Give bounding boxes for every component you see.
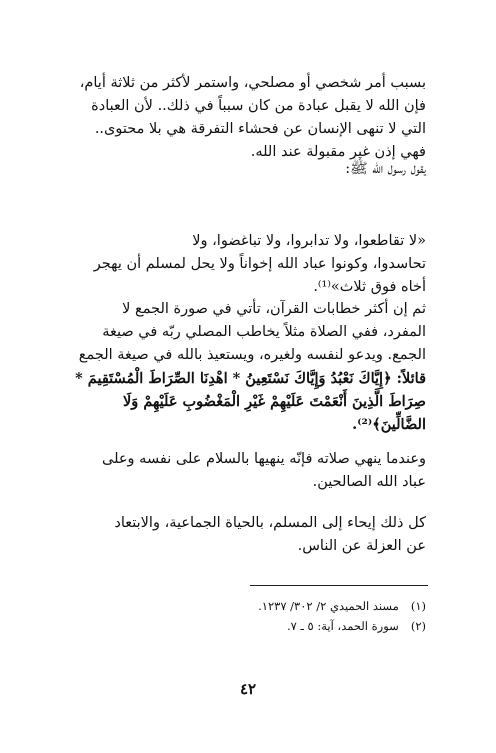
- paragraph-collective-life: [74, 512, 426, 558]
- footnote-text: مسند الحميدي ٢/ ٣٠٢/ ١٢٣٧.: [258, 599, 399, 613]
- text-line: وعندما ينهي صلاته فإنّه ينهيها بالسلام على نفسه وعلى: [102, 451, 426, 467]
- footnote-item: [74, 596, 426, 616]
- footnote-number: (٢): [410, 619, 426, 633]
- footnote-separator: [250, 585, 428, 586]
- verse-line: صِرَاطَ الَّذِينَ أَنْعَمْتَ عَلَيْهِمْ غَيْرِ الْمَغْضُوبِ عَلَيْهِمْ وَلَا: [123, 393, 426, 410]
- text-line: عن العزلة عن الناس.: [297, 538, 426, 554]
- text-line: عباد الله الصالحين.: [312, 474, 426, 490]
- footnote-number: (١): [410, 599, 426, 613]
- text-line: كل ذلك إيحاء إلى المسلم، بالحياة الجماعية، والابتعاد: [114, 515, 426, 531]
- text-line: المفرد، ففي الصلاة مثلاً يخاطب المصلي ربّه في صيغة: [102, 324, 426, 340]
- text-line: بسبب أمر شخصي أو مصلحي، واستمر لأكثر من ثلاثة أيام،: [79, 75, 426, 91]
- footnotes: [74, 596, 426, 636]
- verse-line: الضَّالِّينَ﴾⁽²⁾.: [352, 416, 426, 433]
- text-line: فهي إذن غير مقبولة عند الله.: [250, 144, 426, 160]
- footnote-item: [74, 616, 426, 636]
- paragraph-salam: [74, 448, 426, 494]
- paragraph-quran-plural: [74, 298, 426, 436]
- text-line: فإن الله لا يقبل عبادة من كان سبباً في ذلك.. لأن العبادة: [91, 98, 426, 114]
- paragraph-hadith-quote: [74, 230, 426, 299]
- footnote-text: سورة الحمد، آية: ٥ ـ ٧.: [287, 619, 399, 633]
- text-line: تحاسدوا، وكونوا عباد الله إخواناً ولا يحل لمسلم أن يهجر: [93, 256, 426, 272]
- verse-line: قائلاً: ﴿إِيَّاكَ نَعْبُدُ وَإِيَّاكَ نَسْتَعِينُ * اهْدِنَا الصِّرَاطَ الْمُسْتَقِيمَ *: [75, 370, 426, 387]
- paragraph-prayer-acceptance: [74, 72, 426, 164]
- text-line: أخاه فوق ثلاث»⁽¹⁾.: [313, 279, 426, 295]
- text-line: الجمع. ويدعو لنفسه ولغيره، ويستعيذ بالله في صيغة الجمع: [78, 347, 426, 363]
- paragraph-hadith-intro: [74, 158, 426, 181]
- text-line: يقول رسول الله ﷺ:: [345, 161, 426, 177]
- text-line: ثم إن أكثر خطابات القرآن، تأتي في صورة الجمع لا: [122, 301, 426, 317]
- text-line: التي لا تنهى الإنسان عن فحشاء التفرقة هي بلا محتوى..: [94, 121, 426, 137]
- text-line: «لا تقاطعوا، ولا تدابروا، ولا تباغضوا، ولا: [192, 233, 426, 249]
- page-number: ٤٢: [239, 680, 257, 698]
